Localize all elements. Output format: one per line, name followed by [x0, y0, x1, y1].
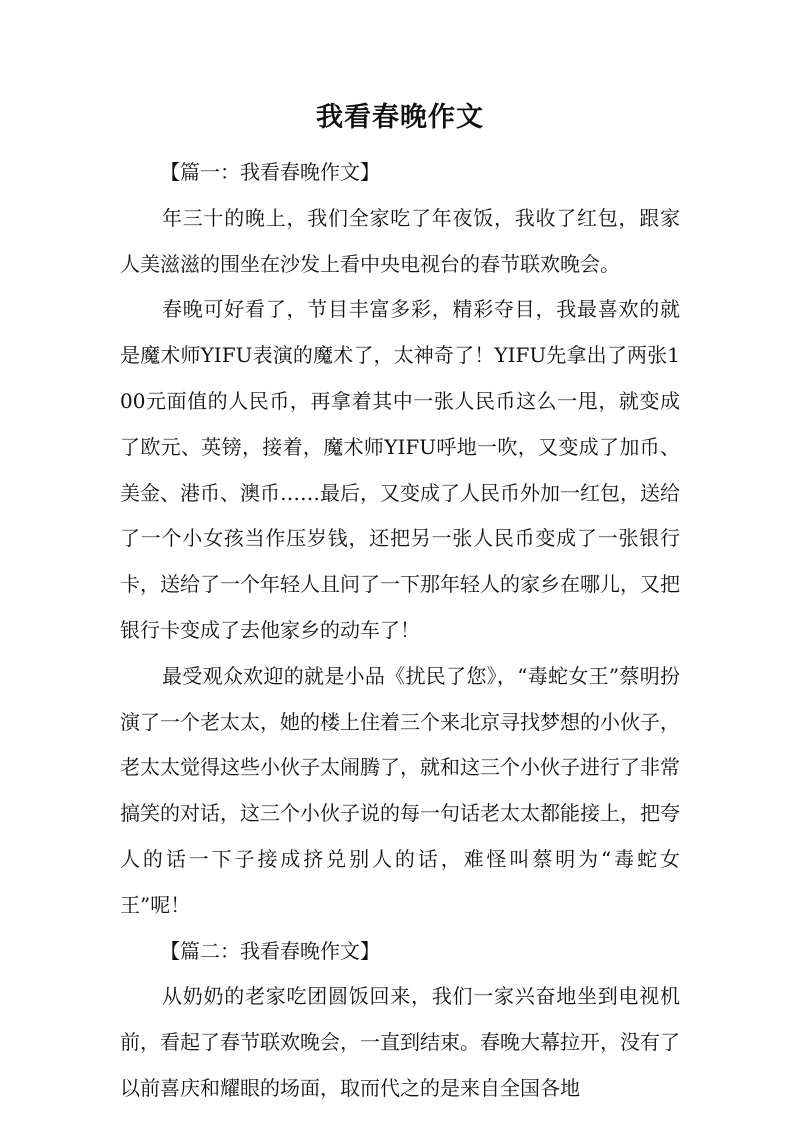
section-heading-2: 【篇二：我看春晚作文】: [160, 938, 380, 963]
document-title: 我看春晚作文: [316, 102, 484, 133]
paragraph-1: 年三十的晚上，我们全家吃了年夜饭，我收了红包，跟家人美滋滋的围坐在沙发上看中央电视台的春节联欢晚会。: [120, 205, 680, 276]
paragraph-2: 春晚可好看了，节目丰富多彩，精彩夺目，我最喜欢的就是魔术师YIFU表演的魔术了，太神奇了！YIFU先拿出了两张100元面值的人民币，再拿着其中一张人民币这么一甩，就变成了欧元、英镑，接着，魔术师YIFU呼地一吹，又变成了加币、美金、港币、澳币……最后，又变成了人民币外加一红包，送给了一个小女孩当作压岁钱，还把另一张人民币变成了一张银行卡，送给了一个年轻人且问了一下那年轻人的家乡在哪儿，又把银行卡变成了去他家乡的动车了！: [120, 297, 680, 642]
paragraph-4: 从奶奶的老家吃团圆饭回来，我们一家兴奋地坐到电视机前，看起了春节联欢晚会，一直到结束。春晚大幕拉开，没有了以前喜庆和耀眼的场面，取而代之的是来自全国各地: [120, 984, 680, 1100]
paragraph-3: 最受观众欢迎的就是小品《扰民了您》，“毒蛇女王”蔡明扮演了一个老太太，她的楼上住着三个来北京寻找梦想的小伙子，老太太觉得这些小伙子太闹腾了，就和这三个小伙子进行了非常搞笑的对话，这三个小伙子说的每一句话老太太都能接上，把夸人的话一下子接成挤兑别人的话，难怪叫蔡明为“毒蛇女王”呢！: [120, 663, 680, 917]
section-heading-1: 【篇一：我看春晚作文】: [160, 160, 380, 184]
document-body: [120, 150, 680, 1112]
